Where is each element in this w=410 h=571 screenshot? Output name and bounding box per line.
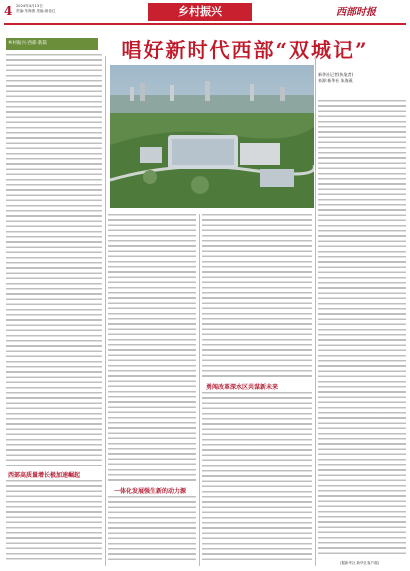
column-rule xyxy=(199,214,200,566)
issue-date: 2024年4月13日 xyxy=(16,4,43,8)
editor-credit: 责编:朱海燕 美编:唐佳红 xyxy=(16,8,56,13)
subhead-integration: 一体化发展强生新的动力源 xyxy=(114,488,187,495)
date-line xyxy=(16,4,56,13)
subhead-reform: 勇闯改革深水区共谋新未来 xyxy=(206,384,279,391)
column-rule xyxy=(105,56,106,566)
article-column-3 xyxy=(202,214,312,378)
section-title: 乡村振兴 xyxy=(148,3,252,21)
footer-note: (据新华社 新华社客户端) xyxy=(340,561,379,565)
column-tag: 乡村振兴·西部·新篇 xyxy=(6,38,98,50)
byline-source: 来源:新华社 朱海燕 xyxy=(318,78,353,83)
article-column-1 xyxy=(6,54,102,466)
page-number: 4 xyxy=(4,4,13,18)
column-rule xyxy=(315,56,316,566)
article-column-3b xyxy=(202,392,312,560)
byline-author: 新华社记者(执笔者) xyxy=(318,72,354,77)
masthead: 西部时报 xyxy=(336,7,376,18)
byline xyxy=(318,72,404,84)
subhead-growth-pole: 西部高质量增长极加速崛起 xyxy=(8,472,81,479)
headline: 唱好新时代西部“双城记” xyxy=(121,38,369,62)
article-column-4 xyxy=(318,100,406,555)
aerial-city-photo xyxy=(110,65,314,208)
article-column-1b xyxy=(6,480,102,560)
article-column-2 xyxy=(108,214,196,482)
article-column-2b xyxy=(108,496,196,560)
header-rule xyxy=(4,23,406,25)
